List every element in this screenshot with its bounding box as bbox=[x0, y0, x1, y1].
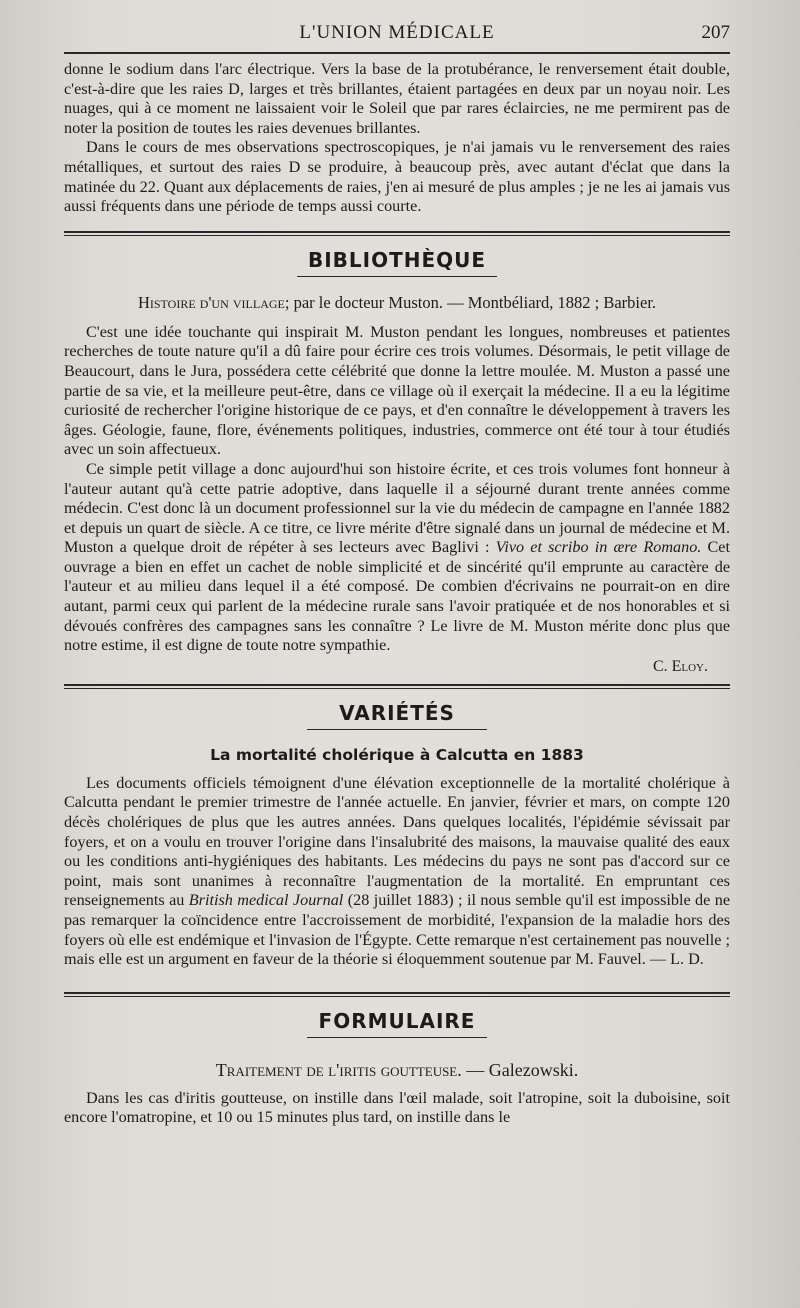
formulaire-heading: FORMULAIRE bbox=[318, 1008, 476, 1033]
book-reference bbox=[64, 293, 730, 313]
bibliotheque-heading: BIBLIOTHÈQUE bbox=[307, 247, 487, 272]
review-signature: C. Eloy. bbox=[652, 657, 708, 675]
journal-title: L'UNION MÉDICALE bbox=[299, 22, 495, 43]
review-text-a: Ce simple petit village a donc aujourd'hui son histoire écrite, et ces trois volumes font honneur à l'auteur autant qu'à cette patrie adoptive, dans laquelle il a séjourné durant trente années comme médecin. C'est donc là un document professionnel sur la vie du médecin de campagne en l'année 1882 et depuis un quart de siècle. A ce titre, ce livre mérite d'être signalé dans un journal de médecine et M. Muston a quelque droit de répéter à ses lecteurs avec Baglivi : bbox=[64, 459, 730, 557]
review-paragraph-1: C'est une idée touchante qui inspirait M. Muston pendant les longues, nombreuses et patientes recherches de toute nature qu'il a dû faire pour écrire ces trois volumes. Désormais, le petit village de Beaucourt, dans le Jura, possédera cette célébrité que donne la lettre moulée. M. Muston a passé une partie de sa vie, et la meilleure peut-être, dans ce village où il exerçait la médecine. Il a eu la légitime curiosité de rechercher l'origine historique de ce pays, et d'en connaître le développement à travers les âges. Géologie, faune, flore, événements politiques, industries, commerce ont été tour à tour étudiés avec un soin affectueux. bbox=[64, 322, 730, 459]
varietes-section bbox=[64, 701, 730, 970]
formula-author: — Galezowski. bbox=[461, 1059, 579, 1080]
formula-title bbox=[64, 1060, 730, 1081]
formula-paragraph: Dans les cas d'iritis goutteuse, on instille dans l'œil malade, soit l'atropine, soit la duboisine, soit encore l'omatropine, et 10 ou 15 minutes plus tard, on instille dans le bbox=[64, 1088, 730, 1127]
review-paragraph-2 bbox=[64, 460, 730, 656]
bibliotheque-section bbox=[64, 248, 730, 676]
formulaire-section bbox=[64, 1009, 730, 1128]
heading-underline bbox=[297, 276, 497, 277]
book-title: Histoire d'un village bbox=[137, 292, 285, 312]
heading-underline bbox=[307, 729, 487, 730]
review-text-b: Cet ouvrage a bien en effet un cachet de noble simplicité et de sincérité qu'il emprunte au caractère de l'auteur et au milieu dans lequel il a été composé. De combien d'écrivains ne pourrait-on en dire autant, parmi ceux qui parlent de la médecine rurale sans l'avoir pratiquée et de nos honorables et si dévoués confrères des campagnes sans les connaître ? Le livre de M. Muston mérite donc plus que notre estime, il est digne de toute notre sympathie. bbox=[64, 538, 730, 655]
article-title: La mortalité cholérique à Calcutta en 1883 bbox=[210, 745, 584, 764]
article-text-b: (28 juillet 1883) ; il nous semble qu'il est impossible de ne pas remarquer la coïncidence entre l'accroissement de morbidité, l'expansion de la maladie hors des foyers où elle est endémique et l'invasion de l'Égypte. Cette remarque n'est certainement pas nouvelle ; mais elle est un argument en faveur de la théorie si éloquemment soutenue par M. Fauvel. — L. D. bbox=[64, 891, 731, 969]
journal-name: British medical Journal bbox=[188, 891, 344, 910]
varietes-heading: VARIÉTÉS bbox=[339, 700, 455, 725]
article-paragraph bbox=[64, 774, 730, 970]
formula-name: Traitement de l'iritis goutteuse. bbox=[215, 1059, 462, 1080]
section-divider bbox=[64, 684, 730, 689]
latin-quote: Vivo et scribo in ære Romano. bbox=[495, 538, 702, 557]
page-number: 207 bbox=[701, 22, 730, 43]
section-divider bbox=[64, 992, 730, 997]
article-text-a: Les documents officiels témoignent d'une élévation exceptionnelle de la mortalité cholérique à Calcutta pendant le premier trimestre de l'année actuelle. En janvier, février et mars, on compte 120 décès cholériques de plus que les autres années. Dans quelques localités, l'épidémie sévissait par foyers, et on a voulu en trouver l'origine dans l'insalubrité des maisons, la mauvaise qualité des eaux ou les conditions anti-hygiéniques des habitants. Les médecins du pays ne sont pas d'accord sur ce point, mais sont unanimes à reconnaître l'augmentation de la mortalité. En empruntant ces renseignements au bbox=[64, 773, 730, 910]
intro-paragraph-2: Dans le cours de mes observations spectroscopiques, je n'ai jamais vu le renversement des raies métalliques, et surtout des raies D se produire, à beaucoup près, avec autant d'éclat que dans la matinée du 22. Quant aux déplacements de raies, j'en ai mesuré de plus amples ; je ne les ai jamais vus aussi fréquents dans une période de temps aussi courte. bbox=[64, 138, 730, 216]
running-head bbox=[64, 22, 730, 52]
intro-section bbox=[64, 60, 730, 217]
header-rule bbox=[64, 52, 730, 54]
section-divider bbox=[64, 231, 730, 236]
heading-underline bbox=[307, 1037, 487, 1038]
book-details: ; par le docteur Muston. — Montbéliard, 1882 ; Barbier. bbox=[284, 292, 657, 312]
intro-paragraph-1: donne le sodium dans l'arc électrique. Vers la base de la protubérance, le renversement était double, c'est-à-dire que les raies D, larges et très brillantes, étaient partagées en deux par un noyau noir. Les nuages, qui à ce moment ne laissaient voir le Soleil que par rares éclaircies, ne me permirent pas de noter la position de toutes les raies devenues brillantes. bbox=[64, 60, 730, 137]
